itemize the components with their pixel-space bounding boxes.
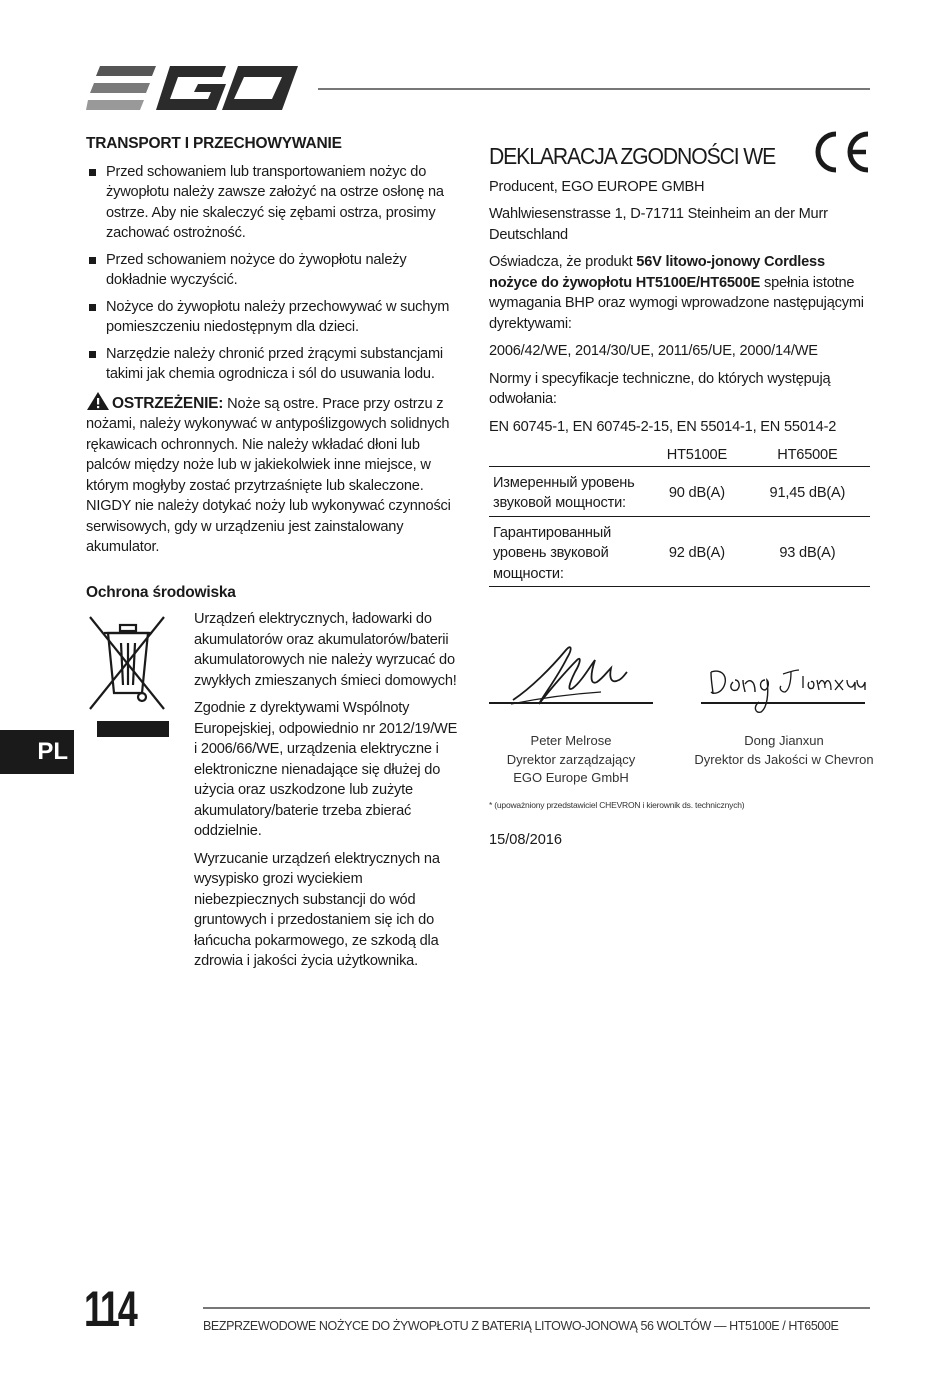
transport-list xyxy=(86,162,464,385)
crossed-bin-icon xyxy=(86,613,168,723)
table-cell: Измеренный уровень звуковой мощности: xyxy=(489,466,649,516)
signatory-name: Peter Melrose xyxy=(530,733,612,748)
env-paragraph: Wyrzucanie urządzeń elektrycznych na wysypisko grozi wyciekiem niebezpiecznych substancji do wód gruntowych i przedostaniem się ich do łańcucha pokarmowego, ze szkodą dla zdrowia i jakości życia użytkownika. xyxy=(194,850,440,969)
ego-logo xyxy=(86,64,301,114)
warning-title: OSTRZEŻENIE: xyxy=(112,394,224,412)
right-column xyxy=(489,138,871,587)
transport-heading: TRANSPORT I PRZECHOWYWANIE xyxy=(86,135,342,152)
declaration-title: DEKLARACJA ZGODNOŚCI WE xyxy=(489,143,776,169)
noise-table xyxy=(489,445,870,587)
signature-line xyxy=(701,702,865,704)
environment-section xyxy=(86,609,464,972)
signatory-name: Dong Jianxun xyxy=(744,733,824,748)
footer-text: BEZPRZEWODOWE NOŻYCE DO ŻYWOPŁOTU Z BATERIĄ LITOWO-JONOWĄ 56 WOLTÓW — HT5100E / HT6500E xyxy=(203,1319,839,1333)
environment-heading: Ochrona środowiska xyxy=(86,583,236,601)
product-name: 56V litowo-jonowy Cordless nożyce do żywopłotu HT5100E/HT6500E xyxy=(489,254,825,291)
statement: Oświadcza, że produkt 56V litowo-jonowy Cordless nożyce do żywopłotu HT5100E/HT6500E spełnia istotne wymagania BHP oraz wymogi wprowadzone następującymi dyrektywami: xyxy=(489,254,864,332)
norms-intro: Normy i specyfikacje techniczne, do których występują odwołania: xyxy=(489,370,831,407)
signature-line xyxy=(489,702,653,704)
bullet-icon xyxy=(89,169,96,176)
table-header xyxy=(489,445,649,466)
signatory-title: Dyrektor ds Jakości w Chevron xyxy=(694,751,874,767)
signatory-dong xyxy=(689,732,879,769)
warning-text: Noże są ostre. Prace przy ostrzu z nożami, należy wykonywać w antypoślizgowych solidnych rękawicach ochronnych. Nie należy wkładać dłoni lub palców między noże lub w jakiekolwiek inne miejsce, w którym mogłyby zostać przytrzaśnięte lub skaleczone. NIGDY nie należy dotykać noży lub wykonywać czynności serwisowych, gdy w urządzeniu jest zainstalowany akumulator. xyxy=(86,395,451,555)
producer: Producent, EGO EUROPE GMBH xyxy=(489,178,705,195)
bullet-icon xyxy=(89,257,96,264)
table-header: HT6500E xyxy=(745,445,870,466)
table-header: HT5100E xyxy=(649,445,745,466)
declaration-date: 15/08/2016 xyxy=(489,832,563,848)
table-row xyxy=(489,516,870,587)
table-cell: 91,45 dB(A) xyxy=(745,466,870,516)
list-item: Przed schowaniem nożyce do żywopłotu należy dokładnie wyczyścić. xyxy=(86,250,464,291)
header-rule xyxy=(318,88,870,90)
footer-rule xyxy=(203,1307,870,1309)
bullet-icon xyxy=(89,304,96,311)
list-item: Nożyce do żywopłotu należy przechowywać w suchym pomieszczeniu niedostępnym dla dzieci. xyxy=(86,297,464,338)
signature-dong xyxy=(707,664,867,722)
bin-underline-bar xyxy=(97,721,169,737)
table-header-row xyxy=(489,445,870,466)
warning-icon xyxy=(86,391,110,411)
signatory-company: EGO Europe GmbH xyxy=(513,770,629,785)
signatory-melrose xyxy=(489,732,653,788)
footnote: * (upoważniony przedstawiciel CHEVRON i kierownik ds. technicznych) xyxy=(489,800,745,810)
table-cell: 93 dB(A) xyxy=(745,516,870,587)
env-paragraph: Urządzeń elektrycznych, ładowarki do akumulatorów oraz akumulatorów/baterii akumulatorowych nie należy wyrzucać do zwykłych zmieszanych śmieci domowych! xyxy=(194,611,457,689)
language-tab: PL xyxy=(0,730,74,774)
warning-block xyxy=(86,391,464,558)
table-cell: Гарантированный уровень звуковой мощности: xyxy=(489,516,649,587)
signatures xyxy=(489,630,874,785)
table-row xyxy=(489,466,870,516)
table-cell: 90 dB(A) xyxy=(649,466,745,516)
table-cell: 92 dB(A) xyxy=(649,516,745,587)
env-paragraph: Zgodnie z dyrektywami Wspólnoty Europejskiej, odpowiednio nr 2012/19/WE i 2006/66/WE, urządzenia elektryczne i elektroniczne nienadające się dłużej do użycia oraz uszkodzone lub zużyte akumulatory/baterie trzeba zbierać oddzielnie. xyxy=(194,700,458,839)
directives: 2006/42/WE, 2014/30/UE, 2011/65/UE, 2000/14/WE xyxy=(489,343,818,359)
bullet-icon xyxy=(89,351,96,358)
signature-melrose xyxy=(511,638,641,708)
left-column xyxy=(86,134,464,979)
list-item: Przed schowaniem lub transportowaniem nożyc do żywopłotu należy zawsze założyć na ostrze osłonę na ostrze. Aby nie skaleczyć się zębami ostrza, prosimy zachować ostrożność. xyxy=(86,162,464,244)
address: Wahlwiesenstrasse 1, D-71711 Steinheim an der Murr Deutschland xyxy=(489,206,828,243)
signatory-title: Dyrektor zarządzający xyxy=(506,751,636,767)
list-item: Narzędzie należy chronić przed żrącymi substancjami takimi jak chemia ogrodnicza i sól do usuwania lodu. xyxy=(86,344,464,385)
environment-text xyxy=(194,609,464,972)
norms: EN 60745-1, EN 60745-2-15, EN 55014-1, EN 55014-2 xyxy=(489,418,837,435)
page-number: 114 xyxy=(84,1281,136,1337)
